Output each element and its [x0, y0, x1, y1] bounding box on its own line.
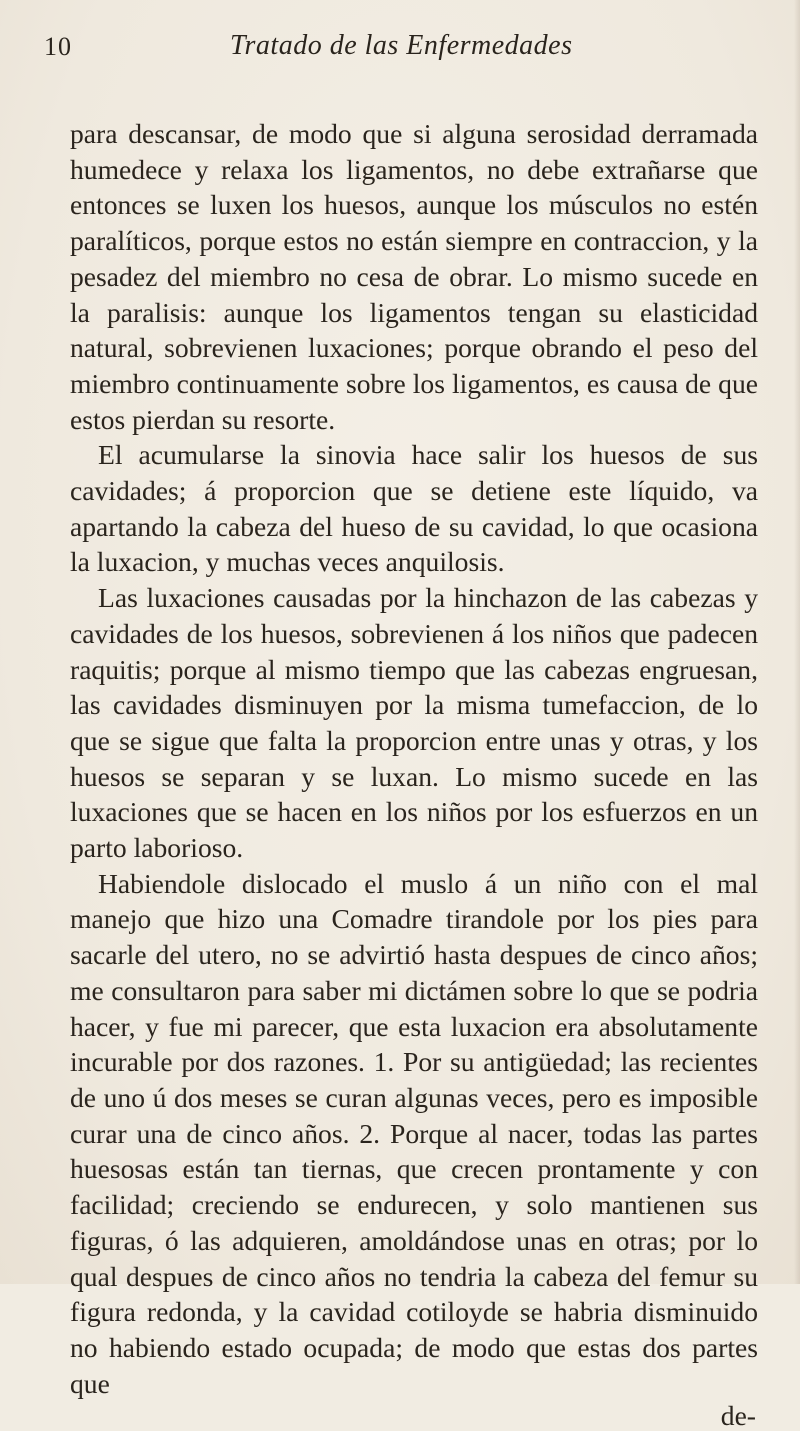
catchword: de- [720, 1400, 756, 1431]
page-number: 10 [44, 32, 72, 61]
paragraph: Las luxaciones causadas por la hinchazon de las cabezas y cavidades de los huesos, sobrevienen á los niños que padecen raquitis; porque al mismo tiempo que las cabezas engruesan, las cavidades disminuyen por la misma tumefaccion, de lo que se sigue que falta la proporcion entre unas y otras, y los huesos se separan y se luxan. Lo mismo sucede en las luxaciones que se hacen en los niños por los esfuerzos en un parto laborioso. [70, 582, 758, 864]
paragraph: Habiendole dislocado el muslo á un niño con el mal manejo que hizo una Comadre tirandole por los pies para sacarle del utero, no se advirtió hasta despues de cinco años; me consultaron para saber mi dictámen sobre lo que se podria hacer, y fue mi parecer, que esta luxacion era absolutamente incurable por dos razones. 1. Por su antigüedad; las recientes de uno ú dos meses se curan algunas veces, pero es imposible curar una de cinco años. 2. Porque al nacer, todas las partes huesosas están tan tiernas, que crecen prontamente y con facilidad; creciendo se endurecen, y solo mantienen sus figuras, ó las adquieren, amoldándose unas en otras; por lo qual despues de cinco años no tendria la cabeza del femur su figura redonda, y la cavidad cotiloyde se habria disminuido no habiendo estado ocupada; de modo que estas dos partes que [70, 867, 758, 1399]
running-head [44, 30, 766, 72]
page-edge-shadow [794, 0, 800, 1284]
paragraph: para descansar, de modo que si alguna serosidad derramada humedece y relaxa los ligamentos, no debe extrañarse que entonces se luxen los huesos, aunque los músculos no estén paralíticos, porque estos no están siempre en contraccion, y la pesadez del miembro no cesa de obrar. Lo mismo sucede en la paralisis: aunque los ligamentos tengan su elasticidad natural, sobrevienen luxaciones; porque obrando el peso del miembro continuamente sobre los ligamentos, es causa de que estos pierdan su resorte. [70, 118, 758, 435]
paragraph: El acumularse la sinovia hace salir los huesos de sus cavidades; á proporcion que se detiene este líquido, va apartando la cabeza del hueso de su cavidad, lo que ocasiona la luxacion, y muchas veces anquilosis. [70, 439, 758, 578]
body-text [70, 116, 758, 1401]
running-title: Tratado de las Enfermedades [230, 30, 573, 61]
